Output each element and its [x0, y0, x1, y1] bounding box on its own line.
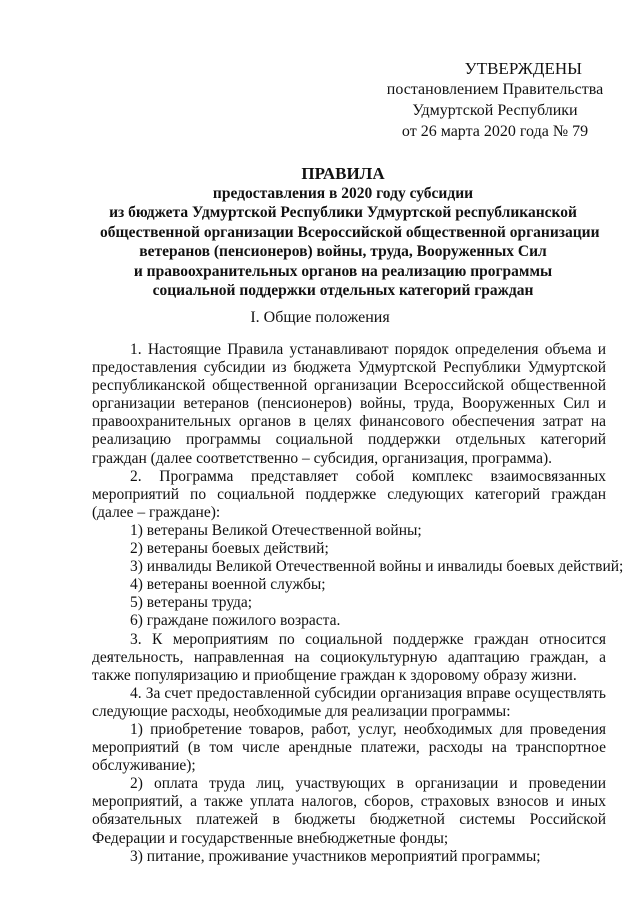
title-line: ветеранов (пенсионеров) войны, труда, Вооруженных Сил — [139, 243, 547, 260]
section-heading: I. Общие положения — [250, 309, 390, 326]
paragraph-4-item-2: 2) оплата труда лиц, участвующих в организации и проведении мероприятий, а также уплата налогов, сборов, страховых взносов и иных обязательных платежей в бюджеты бюджетной системы Российской Федерации и государственные внебюджетные фонды; — [92, 775, 606, 847]
title-line: из бюджета Удмуртской Республики Удмуртской республиканской — [109, 204, 577, 221]
approval-date: от 26 марта 2020 года № 79 — [401, 123, 589, 140]
approval-stamp — [380, 58, 610, 142]
paragraph-4-item-1: 1) приобретение товаров, работ, услуг, необходимых для проведения мероприятий (в том числе арендные платежи, расходы на транспортное обслуживание); — [92, 720, 606, 775]
paragraph-1: 1. Настоящие Правила устанавливают порядок определения объема и предоставления субсидии из бюджета Удмуртской Республики Удмуртской республиканской общественной организации Всероссийской общественной организации ветеранов (пенсионеров) войны, труда, Вооруженных Сил и правоохранительных органов в целях финансового обеспечения затрат на реализацию программы социальной поддержки отдельных категорий граждан (далее соответственно – субсидия, организация, программа). — [92, 341, 606, 467]
title-line: и правоохранительных органов на реализацию программы — [133, 262, 553, 280]
list-item: 6) граждане пожилого возраста. — [130, 612, 341, 630]
list-item: 5) ветераны труда; — [130, 594, 253, 612]
list-item: 2) ветераны боевых действий; — [130, 540, 329, 558]
paragraph-4-item-3: 3) питание, проживание участников мероприятий программы; — [130, 847, 541, 865]
document-title — [100, 164, 600, 301]
title-main: ПРАВИЛА — [301, 164, 385, 183]
list-item: 3) инвалиды Великой Отечественной войны и инвалиды боевых действий; — [130, 558, 624, 576]
title-line: предоставления в 2020 году субсидии — [212, 184, 474, 202]
approval-heading: УТВЕРЖДЕНЫ — [464, 59, 582, 78]
list-item: 1) ветераны Великой Отечественной войны; — [130, 521, 422, 539]
paragraph-4: 4. За счет предоставленной субсидии организация вправе осуществлять следующие расходы, необходимые для реализации программы: — [92, 684, 606, 720]
title-line: общественной организации Всероссийской общественной организации — [100, 223, 600, 241]
document-body — [92, 341, 624, 866]
title-line: социальной поддержки отдельных категорий граждан — [152, 282, 534, 299]
approval-line: Удмуртской Республики — [412, 102, 578, 119]
paragraph-3: 3. К мероприятиям по социальной поддержке граждан относится деятельность, направленная на социокультурную адаптацию граждан, а также популяризацию и приобщение граждан к здоровому образу жизни. — [92, 630, 606, 684]
approval-line: постановлением Правительства — [386, 81, 604, 98]
list-item: 4) ветераны военной службы; — [130, 576, 326, 594]
paragraph-2: 2. Программа представляет собой комплекс взаимосвязанных мероприятий по социальной поддержке следующих категорий граждан (далее – граждане): — [92, 467, 606, 521]
